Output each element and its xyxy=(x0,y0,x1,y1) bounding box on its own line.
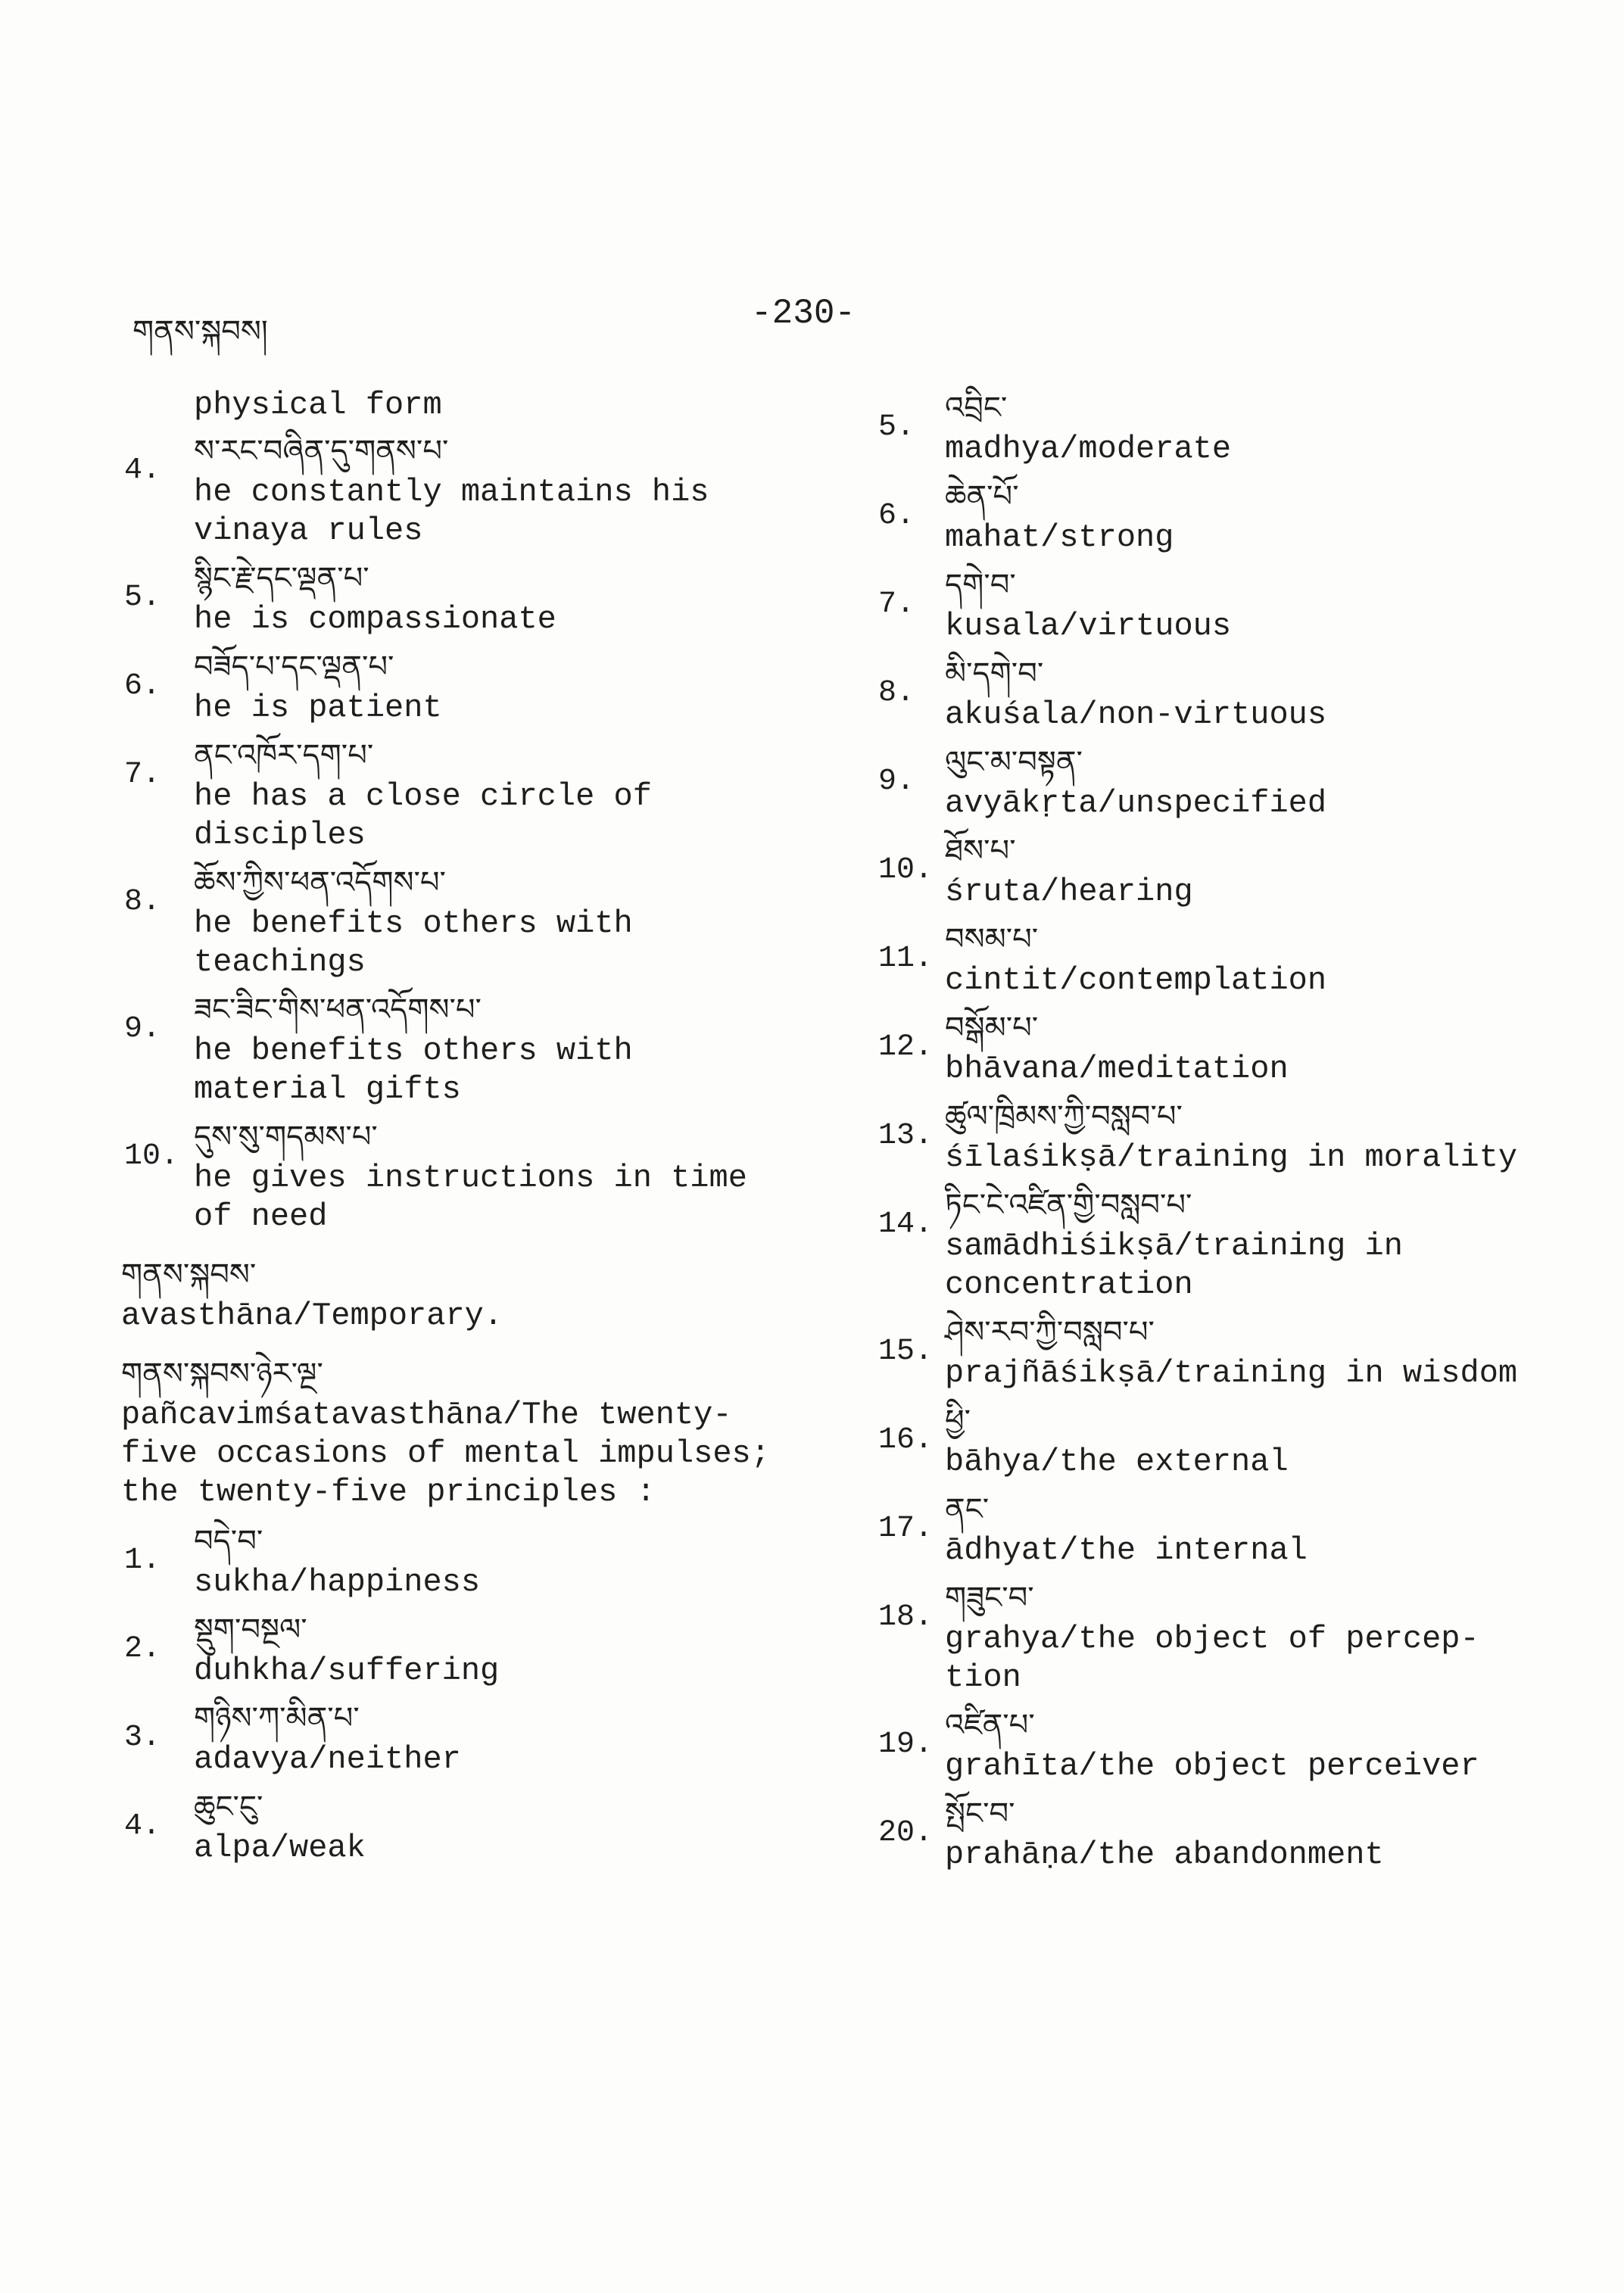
running-header: གནས་སྐབས། xyxy=(132,314,268,349)
tibetan-term: འབྲིང་ xyxy=(945,391,1008,425)
english-gloss: he is compassionate xyxy=(194,601,556,637)
list-item xyxy=(121,1608,833,1690)
tibetan-term: ལུང་མ་བསྟན་ xyxy=(945,745,1083,780)
item-number: 17. xyxy=(878,1512,934,1546)
list-item xyxy=(878,1095,1605,1177)
english-gloss: grahīta/the object perceiver xyxy=(945,1748,1479,1784)
list-a xyxy=(121,429,833,1236)
item-number: 6. xyxy=(124,669,161,703)
list-item xyxy=(121,861,833,982)
item-number: 20. xyxy=(878,1816,934,1850)
english-gloss: adavya/neither xyxy=(194,1741,461,1777)
list-item xyxy=(878,829,1605,911)
headword-tibetan: གནས་སྐབས་ xyxy=(121,1257,257,1292)
item-number: 7. xyxy=(878,587,915,622)
page-number: -230- xyxy=(751,294,856,333)
tibetan-term: མི་དགེ་བ་ xyxy=(945,656,1044,691)
english-gloss: madhya/moderate xyxy=(945,431,1232,467)
tibetan-term: ས་རང་བཞིན་དུ་གནས་པ་ xyxy=(194,434,449,469)
list-item xyxy=(121,429,833,550)
english-gloss: duhkha/suffering xyxy=(194,1653,500,1689)
item-number: 14. xyxy=(878,1207,934,1242)
english-gloss: śruta/hearing xyxy=(945,874,1193,910)
list-item xyxy=(878,1576,1605,1697)
english-gloss: he gives instructions in time of need xyxy=(194,1160,747,1235)
list-item xyxy=(121,734,833,855)
entry-twenty-five xyxy=(121,1352,833,1512)
tibetan-term: དགེ་བ་ xyxy=(945,568,1016,603)
item-number: 19. xyxy=(878,1728,934,1762)
item-number: 9. xyxy=(124,1012,161,1046)
english-gloss: he benefits others with teachings xyxy=(194,905,633,980)
item-number: 10. xyxy=(124,1139,179,1173)
tibetan-term: ནང་ xyxy=(945,1492,990,1527)
item-number: 3. xyxy=(124,1721,161,1755)
english-gloss: he constantly maintains his vinaya rules xyxy=(194,474,709,549)
tibetan-term: བཟོད་པ་དང་ལྡན་པ་ xyxy=(194,650,394,684)
continuation-text: physical form xyxy=(194,387,442,423)
english-gloss: he is patient xyxy=(194,690,442,726)
tibetan-term: ཤེས་རབ་ཀྱི་བསླབ་པ་ xyxy=(945,1315,1155,1350)
english-gloss: grahya/the object of percep- tion xyxy=(945,1621,1479,1696)
tibetan-term: འཛིན་པ་ xyxy=(945,1708,1035,1743)
english-gloss: akuśala/non-virtuous xyxy=(945,696,1327,733)
tibetan-term: ཏིང་ངེ་འཛིན་གྱི་བསླབ་པ་ xyxy=(945,1188,1192,1223)
tibetan-term: གཉིས་ཀ་མིན་པ་ xyxy=(194,1701,360,1736)
tibetan-term: སྡུག་བསྔལ་ xyxy=(194,1612,307,1647)
entry-temporary xyxy=(121,1253,833,1335)
tibetan-term: སྤོང་བ་ xyxy=(945,1796,1015,1831)
item-number: 4. xyxy=(124,453,161,488)
item-number: 7. xyxy=(124,758,161,792)
tibetan-term: སྙིང་རྗེ་དང་ལྡན་པ་ xyxy=(194,561,369,596)
english-gloss: bāhya/the external xyxy=(945,1444,1289,1480)
english-gloss: mahat/strong xyxy=(945,519,1174,556)
english-gloss: cintit/contemplation xyxy=(945,962,1327,999)
tibetan-term: བསམ་པ་ xyxy=(945,922,1039,957)
list-item xyxy=(878,740,1605,823)
list-item xyxy=(878,1488,1605,1570)
english-gloss: prahāṇa/the abandonment xyxy=(945,1837,1384,1873)
item-number: 6. xyxy=(878,499,915,533)
list-c xyxy=(878,386,1605,1874)
item-number: 8. xyxy=(878,676,915,710)
english-gloss: kusala/virtuous xyxy=(945,608,1232,644)
list-b xyxy=(121,1519,833,1868)
tibetan-term: ཆུང་ངུ་ xyxy=(194,1790,263,1824)
item-number: 15. xyxy=(878,1335,934,1369)
tibetan-term: དུས་སུ་གདམས་པ་ xyxy=(194,1120,378,1154)
list-item xyxy=(878,1399,1605,1481)
definition: avasthāna/Temporary. xyxy=(121,1298,503,1334)
list-item xyxy=(121,1785,833,1868)
item-number: 13. xyxy=(878,1119,934,1153)
list-item xyxy=(121,645,833,727)
english-gloss: prajñāśikṣā/training in wisdom xyxy=(945,1355,1518,1391)
item-number: 5. xyxy=(124,581,161,615)
tibetan-term: ནང་འཁོར་དག་པ་ xyxy=(194,738,374,773)
english-gloss: samādhiśikṣā/training in concentration xyxy=(945,1228,1403,1303)
english-gloss: ādhyat/the internal xyxy=(945,1532,1308,1569)
list-item xyxy=(878,1183,1605,1304)
english-gloss: sukha/happiness xyxy=(194,1564,481,1600)
list-item xyxy=(121,1115,833,1236)
list-item xyxy=(878,1006,1605,1089)
list-item xyxy=(121,556,833,639)
headword-tibetan: གནས་སྐབས་ཉེར་ལྔ་ xyxy=(121,1357,323,1391)
english-gloss: he benefits others with material gifts xyxy=(194,1033,633,1108)
tibetan-term: ཕྱི་ xyxy=(945,1404,971,1438)
list-item xyxy=(878,1792,1605,1874)
tibetan-term: བསྒོམ་པ་ xyxy=(945,1011,1039,1045)
english-gloss: bhāvana/meditation xyxy=(945,1051,1289,1087)
item-number: 12. xyxy=(878,1030,934,1064)
item-number: 1. xyxy=(124,1544,161,1578)
left-column xyxy=(121,386,833,1874)
list-item xyxy=(121,1519,833,1602)
list-item xyxy=(878,563,1605,646)
tibetan-term: ཚུལ་ཁྲིམས་ཀྱི་བསླབ་པ་ xyxy=(945,1099,1183,1134)
list-item xyxy=(878,475,1605,557)
tibetan-term: བདེ་བ་ xyxy=(194,1524,263,1559)
english-gloss: avyākṛta/unspecified xyxy=(945,785,1327,821)
list-item xyxy=(121,988,833,1109)
item-number: 18. xyxy=(878,1600,934,1634)
item-number: 5. xyxy=(878,410,915,444)
english-gloss: alpa/weak xyxy=(194,1830,366,1866)
list-item xyxy=(878,652,1605,734)
list-item xyxy=(878,386,1605,469)
right-column xyxy=(878,386,1605,1880)
tibetan-term: ཐོས་པ་ xyxy=(945,833,1016,868)
definition: pañcavimśatavasthāna/The twenty- five occasions of mental impulses; the twenty-five principles : xyxy=(121,1397,770,1510)
list-item xyxy=(878,1310,1605,1393)
item-number: 11. xyxy=(878,942,934,976)
english-gloss: śīlaśikṣā/training in morality xyxy=(945,1139,1518,1176)
item-number: 9. xyxy=(878,765,915,799)
item-number: 2. xyxy=(124,1632,161,1666)
english-gloss: he has a close circle of disciples xyxy=(194,778,652,853)
list-item xyxy=(121,1696,833,1779)
tibetan-term: གཟུང་བ་ xyxy=(945,1581,1034,1615)
tibetan-term: ཟང་ཟིང་གིས་ཕན་འདོགས་པ་ xyxy=(194,992,482,1027)
item-number: 10. xyxy=(878,853,934,887)
item-number: 16. xyxy=(878,1423,934,1457)
item-number: 8. xyxy=(124,885,161,919)
tibetan-term: ཆེན་པོ་ xyxy=(945,479,1019,514)
list-item xyxy=(878,1703,1605,1786)
tibetan-term: ཆོས་ཀྱིས་ཕན་འདོགས་པ་ xyxy=(194,865,446,900)
item-number: 4. xyxy=(124,1809,161,1843)
list-item xyxy=(878,918,1605,1000)
